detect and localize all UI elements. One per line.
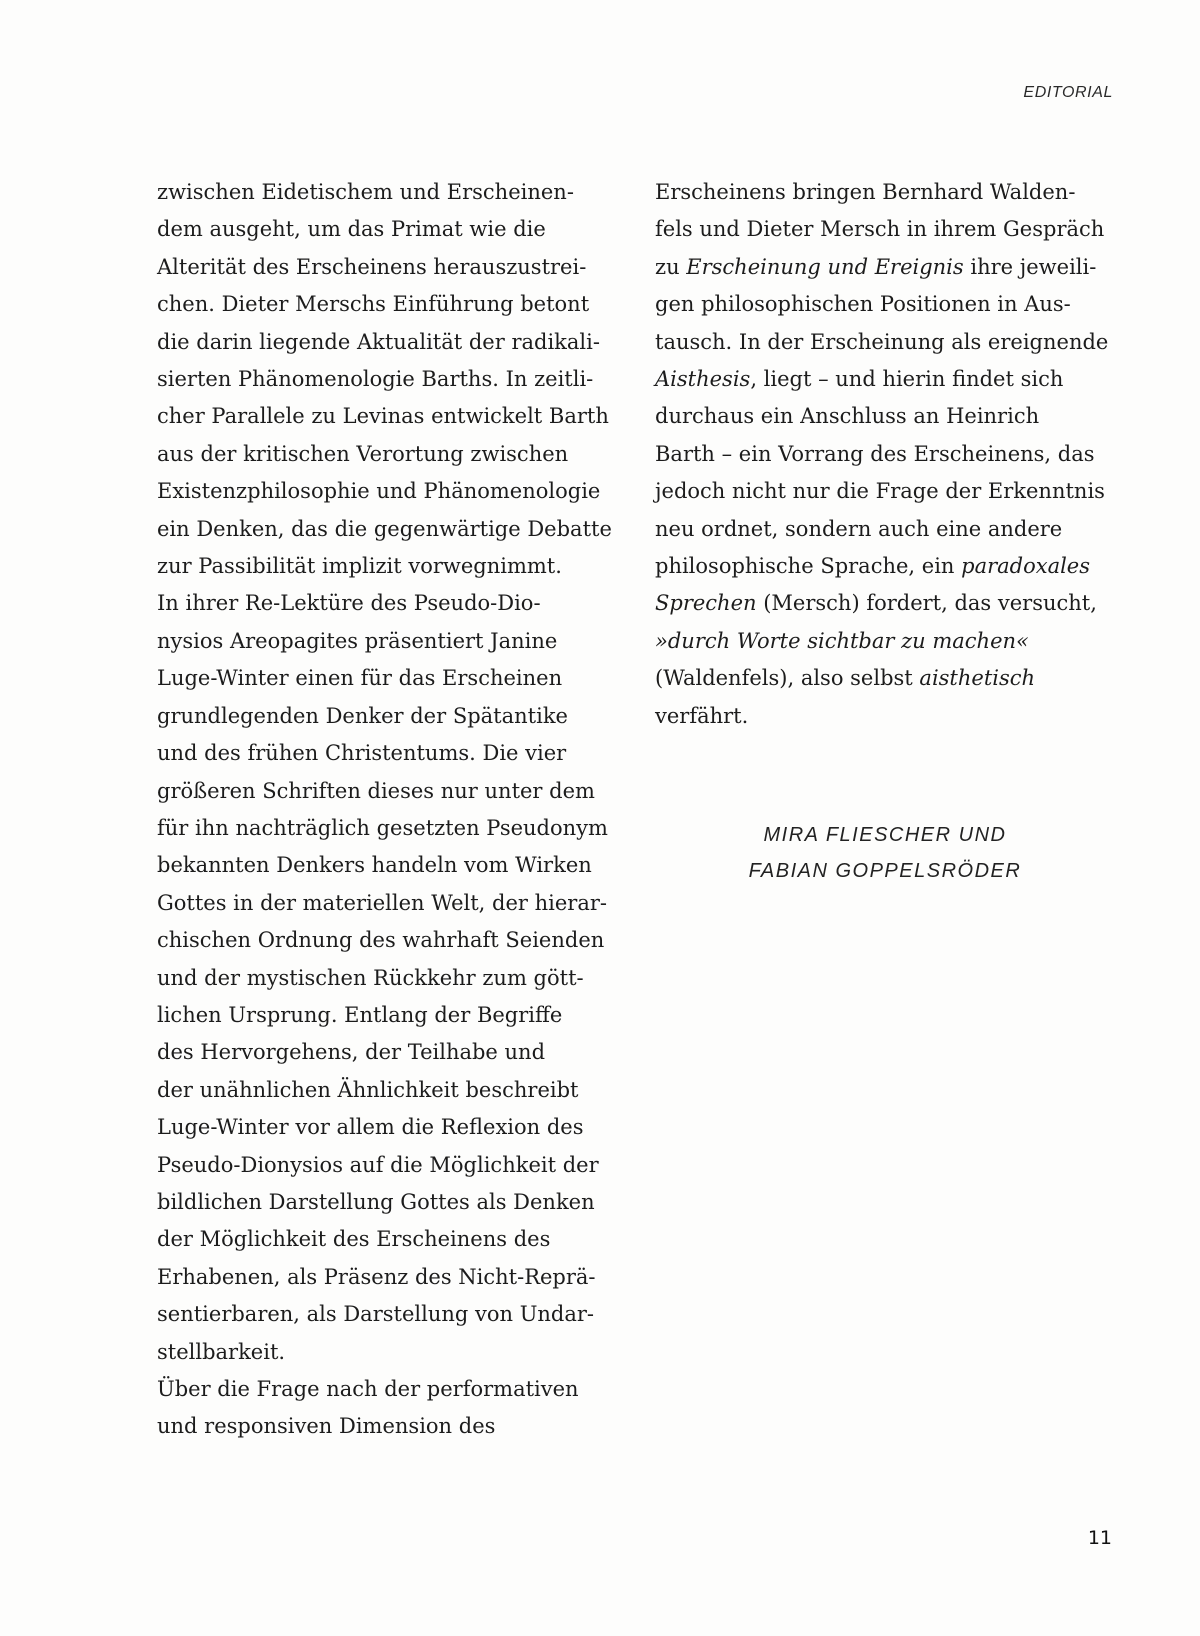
text-line: Gottes in der materiellen Welt, der hierar- xyxy=(157,890,607,915)
signature-line-2: FABIAN GOPPELSRÖDER xyxy=(748,860,1022,882)
text-line: zwischen Eidetischem und Erscheinen- xyxy=(157,180,574,204)
text-line: nysios Areopagites präsentiert Janine xyxy=(157,628,558,653)
text-line: größeren Schriften dieses nur unter dem xyxy=(157,778,595,803)
text-line: ein Denken, das die gegenwärtige Debatte xyxy=(157,516,612,541)
text-line: und der mystischen Rückkehr zum gött- xyxy=(157,965,584,990)
text-line: cher Parallele zu Levinas entwickelt Barth xyxy=(157,404,609,429)
text-line: In ihrer Re-Lektüre des Pseudo-Dio- xyxy=(157,591,541,616)
text-line: Erscheinens bringen Bernhard Walden- xyxy=(655,180,1076,204)
text-line: Existenzphilosophie und Phänomenologie xyxy=(157,479,601,504)
text-line: grundlegenden Denker der Spätantike xyxy=(157,703,568,728)
left-text-column xyxy=(157,174,635,1446)
text-line: bekannten Denkers handeln vom Wirken xyxy=(157,853,592,878)
text-line: chischen Ordnung des wahrhaft Seienden xyxy=(157,928,605,953)
text-line: tausch. In der Erscheinung als ereignende xyxy=(655,329,1109,354)
text-line: sentierbaren, als Darstellung von Undar- xyxy=(157,1302,595,1327)
text-line: dem ausgeht, um das Primat wie die xyxy=(157,217,546,242)
text-line: der unähnlichen Ähnlichkeit beschreibt xyxy=(157,1077,579,1102)
text-line: zu Erscheinung und Ereignis ihre jeweili- xyxy=(655,254,1097,279)
text-line: Sprechen (Mersch) fordert, das versucht, xyxy=(655,591,1097,616)
text-line: zur Passibilität implizit vorwegnimmt. xyxy=(157,554,562,579)
text-line: Alterität des Erscheinens herauszustrei- xyxy=(157,254,587,279)
text-line: für ihn nachträglich gesetzten Pseudonym xyxy=(157,815,608,840)
text-line: Aisthesis, liegt – und hierin findet sich xyxy=(655,367,1064,392)
text-line: aus der kritischen Verortung zwischen xyxy=(157,441,569,466)
text-line: und des frühen Christentums. Die vier xyxy=(157,741,567,766)
right-text-column xyxy=(655,174,1115,735)
text-line: Luge-Winter einen für das Erscheinen xyxy=(157,666,563,691)
text-line: neu ordnet, sondern auch eine andere xyxy=(655,516,1063,541)
text-line: Pseudo-Dionysios auf die Möglichkeit der xyxy=(157,1152,599,1177)
text-line: Barth – ein Vorrang des Erscheinens, das xyxy=(655,441,1095,466)
text-line: fels und Dieter Mersch in ihrem Gespräch xyxy=(655,217,1105,242)
text-line: (Waldenfels), also selbst aisthetisch xyxy=(655,666,1036,691)
text-line: philosophische Sprache, ein paradoxales xyxy=(655,554,1091,579)
text-line: durchaus ein Anschluss an Heinrich xyxy=(655,404,1040,429)
text-line: des Hervorgehens, der Teilhabe und xyxy=(157,1040,546,1065)
running-head: EDITORIAL xyxy=(1023,84,1113,101)
text-line: bildlichen Darstellung Gottes als Denken xyxy=(157,1189,595,1214)
text-line: »durch Worte sichtbar zu machen« xyxy=(655,628,1029,653)
text-line: der Möglichkeit des Erscheinens des xyxy=(157,1227,551,1252)
text-line: chen. Dieter Merschs Einführung betont xyxy=(157,292,590,317)
text-line: die darin liegende Aktualität der radikali- xyxy=(157,329,600,354)
author-signature xyxy=(648,817,1122,889)
text-line: jedoch nicht nur die Frage der Erkenntnis xyxy=(655,479,1105,504)
text-line: und responsiven Dimension des xyxy=(157,1414,496,1439)
text-line: lichen Ursprung. Entlang der Begriffe xyxy=(157,1002,563,1027)
text-line: verfährt. xyxy=(655,703,749,728)
signature-line-1: MIRA FLIESCHER UND xyxy=(763,824,1007,846)
text-line: Über die Frage nach der performativen xyxy=(157,1377,579,1401)
text-line: sierten Phänomenologie Barths. In zeitli- xyxy=(157,367,594,392)
text-line: Luge-Winter vor allem die Reflexion des xyxy=(157,1115,584,1140)
text-line: gen philosophischen Positionen in Aus- xyxy=(655,292,1071,317)
page-number: 11 xyxy=(1087,1527,1112,1549)
text-line: stellbarkeit. xyxy=(157,1339,286,1364)
text-line: Erhabenen, als Präsenz des Nicht-Reprä- xyxy=(157,1264,596,1289)
